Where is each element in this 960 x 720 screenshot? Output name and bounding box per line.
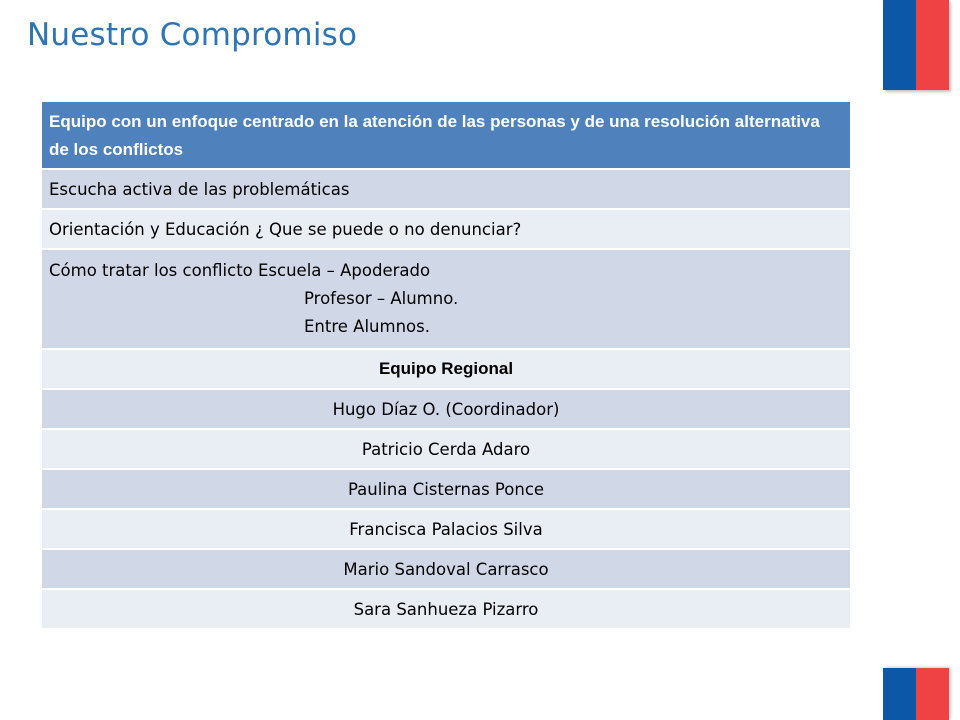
team-member-row: Francisca Palacios Silva [42,510,850,550]
team-member-row: Sara Sanhueza Pizarro [42,590,850,630]
conflict-line: Entre Alumnos. [304,317,430,336]
page-title: Nuestro Compromiso [27,17,358,53]
flag-blue-stripe [883,0,916,90]
chile-flag-bottom-decoration [883,668,949,720]
conflict-line: Profesor – Alumno. [304,289,459,308]
conflict-line: Cómo tratar los conflicto Escuela – Apoderado [49,261,431,280]
flag-red-stripe [916,668,949,720]
team-heading: Equipo Regional [42,350,850,390]
table-row: Orientación y Educación ¿ Que se puede o no denunciar? [42,210,850,250]
flag-blue-stripe [883,668,916,720]
commitment-table [42,102,850,630]
table-row: Escucha activa de las problemáticas [42,170,850,210]
team-member-row: Mario Sandoval Carrasco [42,550,850,590]
team-member-row: Hugo Díaz O. (Coordinador) [42,390,850,430]
team-member-row: Patricio Cerda Adaro [42,430,850,470]
chile-flag-top-decoration [883,0,949,90]
table-row-conflicts [42,250,850,350]
flag-red-stripe [916,0,949,90]
table-header: Equipo con un enfoque centrado en la atención de las personas y de una resolución alternativa de los conflictos [42,102,850,170]
team-member-row: Paulina Cisternas Ponce [42,470,850,510]
